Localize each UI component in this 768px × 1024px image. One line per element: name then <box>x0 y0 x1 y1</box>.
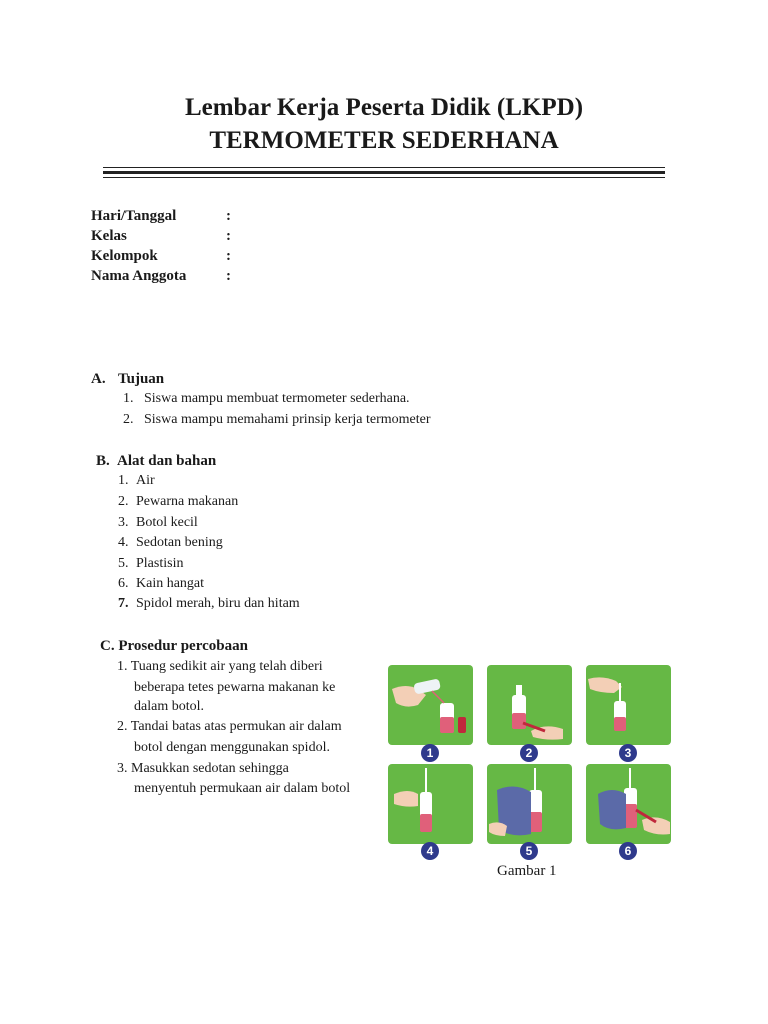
identity-colon: : <box>226 268 231 284</box>
step-panel-3 <box>586 665 671 760</box>
procedure-line: 1. Tuang sedikit air yang telah diberi <box>117 659 323 674</box>
list-text: Air <box>136 473 155 488</box>
header-rule-thick <box>103 171 665 174</box>
identity-label: Nama Anggota <box>91 268 187 284</box>
step-panel-5 <box>487 764 572 858</box>
list-number: 5. <box>118 556 129 571</box>
step-number-badge: 5 <box>520 842 538 860</box>
list-number: 1. <box>123 391 134 406</box>
mark-bottle-illustration <box>487 665 572 745</box>
list-number: 6. <box>118 576 129 591</box>
insert-straw-illustration <box>586 665 671 745</box>
step-panel-6 <box>586 764 671 858</box>
procedure-figure <box>388 665 673 857</box>
figure-caption: Gambar 1 <box>497 863 557 879</box>
list-text: Spidol merah, biru dan hitam <box>136 596 300 611</box>
procedure-line: 2. Tandai batas atas permukan air dalam <box>117 719 342 734</box>
identity-label: Kelompok <box>91 248 158 264</box>
procedure-line: dalam botol. <box>134 699 204 714</box>
list-number: 4. <box>118 535 129 550</box>
section-b-letter: B. <box>96 453 110 469</box>
list-text: Siswa mampu memahami prinsip kerja termometer <box>144 412 431 427</box>
list-number: 1. <box>118 473 129 488</box>
identity-label: Kelas <box>91 228 127 244</box>
list-number: 3. <box>118 515 129 530</box>
list-item <box>123 391 410 407</box>
procedure-line: beberapa tetes pewarna makanan ke <box>134 680 336 695</box>
list-item <box>118 515 198 531</box>
procedure-line: menyentuh permukaan air dalam botol <box>134 781 351 796</box>
section-c-heading: C. Prosedur percobaan <box>100 638 248 654</box>
list-item <box>118 494 239 510</box>
section-a-heading <box>91 371 165 388</box>
list-item <box>123 412 431 428</box>
procedure-line: 3. Masukkan sedotan sehingga <box>117 761 289 776</box>
list-item <box>118 596 300 612</box>
list-number: 7. <box>118 596 129 611</box>
header-rule-thin-top <box>103 167 665 168</box>
list-item <box>118 473 155 489</box>
section-a-title: Tujuan <box>118 371 165 387</box>
observe-level-illustration <box>586 764 671 844</box>
section-b-title: Alat dan bahan <box>117 453 217 469</box>
step-number-badge: 6 <box>619 842 637 860</box>
list-text: Kain hangat <box>136 576 205 591</box>
seal-plasticine-illustration <box>388 764 473 844</box>
section-a-letter: A. <box>91 371 106 387</box>
section-b-heading <box>96 453 217 470</box>
identity-colon: : <box>226 228 231 244</box>
list-text: Plastisin <box>136 556 184 571</box>
list-item <box>118 576 205 592</box>
list-item <box>118 535 223 551</box>
identity-label: Hari/Tanggal <box>91 208 177 224</box>
page-subtitle: TERMOMETER SEDERHANA <box>209 127 559 154</box>
list-text: Sedotan bening <box>136 535 223 550</box>
step-number-badge: 1 <box>421 744 439 762</box>
step-panel-4 <box>388 764 473 858</box>
pour-water-illustration <box>388 665 473 745</box>
step-panel-1 <box>388 665 473 760</box>
list-number: 2. <box>118 494 129 509</box>
list-text: Botol kecil <box>136 515 198 530</box>
list-item <box>118 556 184 572</box>
header-rule-thin-bottom <box>103 177 665 178</box>
list-text: Siswa mampu membuat termometer sederhana. <box>144 391 410 406</box>
step-number-badge: 4 <box>421 842 439 860</box>
list-number: 2. <box>123 412 134 427</box>
identity-colon: : <box>226 208 231 224</box>
step-number-badge: 3 <box>619 744 637 762</box>
page-title: Lembar Kerja Peserta Didik (LKPD) <box>184 94 584 121</box>
list-text: Pewarna makanan <box>136 494 239 509</box>
step-number-badge: 2 <box>520 744 538 762</box>
procedure-line: botol dengan menggunakan spidol. <box>134 740 330 755</box>
step-panel-2 <box>487 665 572 760</box>
warm-cloth-illustration <box>487 764 572 844</box>
identity-colon: : <box>226 248 231 264</box>
